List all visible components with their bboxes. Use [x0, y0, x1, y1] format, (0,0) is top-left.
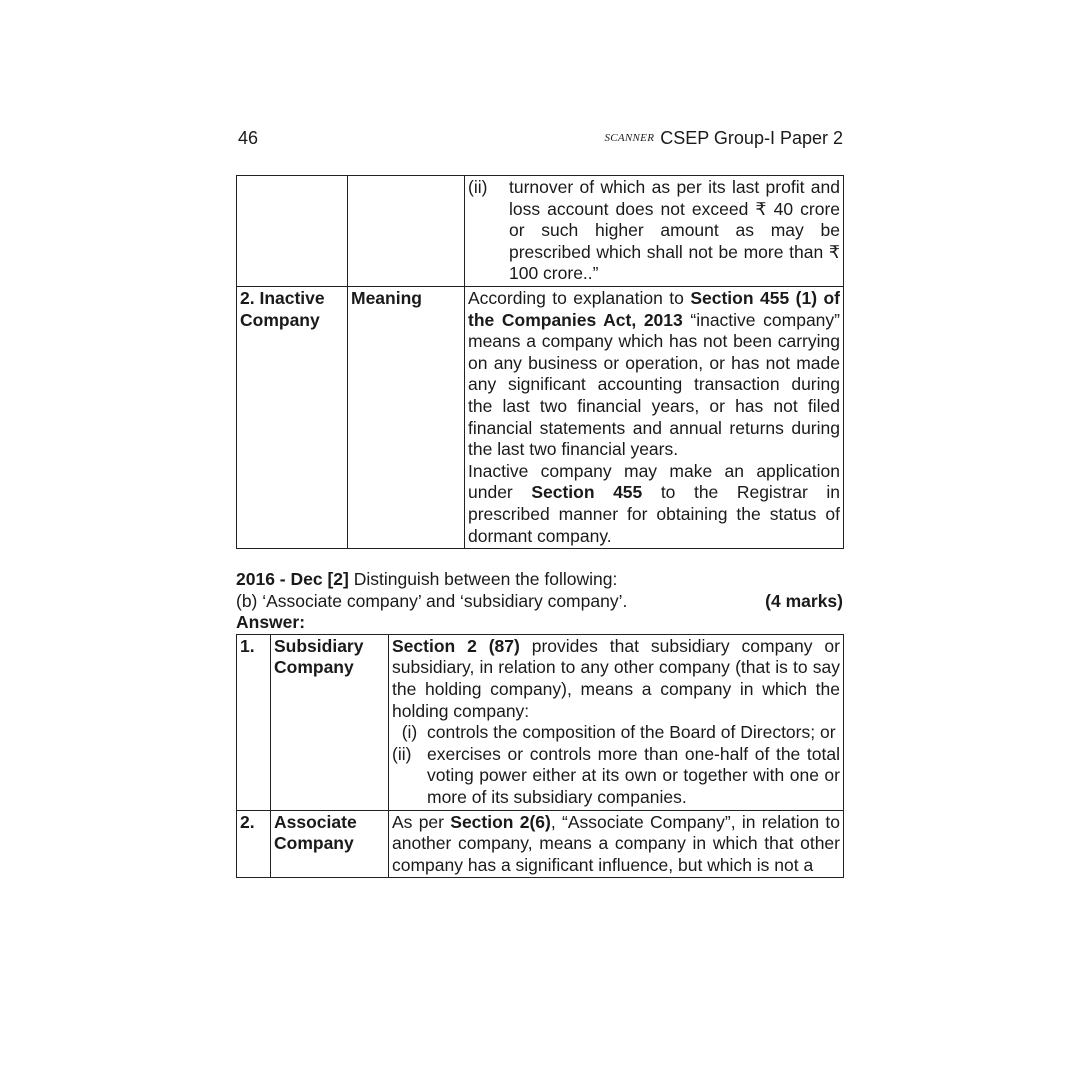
- question-line: [236, 569, 843, 591]
- text-run: to the Registrar in prescribed manner for obtaining the status of dormant company.: [468, 482, 840, 546]
- paragraph: [468, 461, 840, 547]
- table-cell: [271, 634, 389, 810]
- table-cell: [237, 176, 348, 287]
- table-cell: [389, 810, 844, 878]
- table-cell: [237, 810, 271, 878]
- text-run: “inactive company” means a company which has not been carrying on any business or operation, or has not made any significant accounting transaction during the last two financial years, or has not filed financial statements and annual returns during the last two financial years.: [468, 309, 840, 460]
- question-text: Distinguish between the following:: [348, 569, 618, 590]
- table-row: [237, 634, 844, 810]
- term-label: 2. Inactive Company: [240, 287, 325, 330]
- section-reference: Section 455 (1) of the Companies Act, 2013: [468, 287, 840, 330]
- table-row: [237, 286, 844, 548]
- list-text: controls the composition of the Board of Directors; or: [427, 722, 836, 743]
- aspect-label: Meaning: [351, 287, 422, 308]
- table-cell: [348, 286, 465, 548]
- table-cell: [389, 634, 844, 810]
- text-run: According to explanation to: [468, 287, 691, 308]
- paragraph: [392, 636, 840, 722]
- inactive-company-table: [236, 175, 844, 549]
- table-cell: [237, 634, 271, 810]
- page-header: [236, 126, 843, 154]
- section-reference: Section 455: [531, 482, 643, 503]
- section-reference: Section 2(6): [450, 811, 551, 832]
- scanner-logo: SCANNER: [604, 132, 655, 144]
- marks-label: (4 marks): [765, 590, 843, 611]
- text-run: , “Associate Company”, in relation to another company, means a company in which that other company has a significant influence, but which is not a: [392, 811, 840, 875]
- question-sub: (b) ‘Associate company’ and ‘subsidiary company’.: [236, 590, 628, 611]
- text-run: provides that subsidiary company or subsidiary, in relation to any other company (that is to say the holding company), means a company in which the holding company:: [392, 635, 840, 721]
- table-row: [237, 810, 844, 878]
- list-item: [468, 177, 840, 285]
- text-run: As per: [392, 811, 451, 832]
- list-number: (ii): [468, 177, 488, 197]
- paragraph: [392, 812, 840, 877]
- list-text: exercises or controls more than one-half of the total voting power either at its own or together with one or more of its subsidiary companies.: [427, 743, 840, 808]
- row-number: 1.: [240, 635, 255, 656]
- table-cell: [465, 176, 844, 287]
- answer-label: Answer:: [236, 612, 306, 633]
- list-item: [392, 722, 840, 744]
- table-cell: [348, 176, 465, 287]
- row-number: 2.: [240, 811, 255, 832]
- page-number: 46: [238, 128, 259, 148]
- term-label: Subsidiary Company: [274, 635, 364, 678]
- question-sub-line: [236, 591, 843, 613]
- document-page: [236, 126, 843, 878]
- question-block: [236, 569, 843, 634]
- text-run: Inactive company may make an application under: [468, 460, 840, 503]
- table-cell: [271, 810, 389, 878]
- list-text: turnover of which as per its last profit and loss account does not exceed ₹ 40 crore or such higher amount as may be prescribed which shall not be more than ₹ 100 crore..”: [509, 177, 840, 284]
- paragraph: [468, 288, 840, 461]
- question-ref: 2016 - Dec [2]: [236, 569, 349, 590]
- list-item: [392, 744, 840, 809]
- running-title-text: CSEP Group-I Paper 2: [660, 128, 843, 148]
- table-row: [237, 176, 844, 287]
- list-number: (ii): [392, 743, 412, 764]
- list-number: (i): [401, 722, 418, 743]
- section-reference: Section 2 (87): [392, 635, 520, 656]
- term-label: Associate Company: [274, 811, 357, 854]
- answer-table: [236, 634, 844, 879]
- running-title: [604, 128, 843, 150]
- table-cell: [465, 286, 844, 548]
- table-cell: [237, 286, 348, 548]
